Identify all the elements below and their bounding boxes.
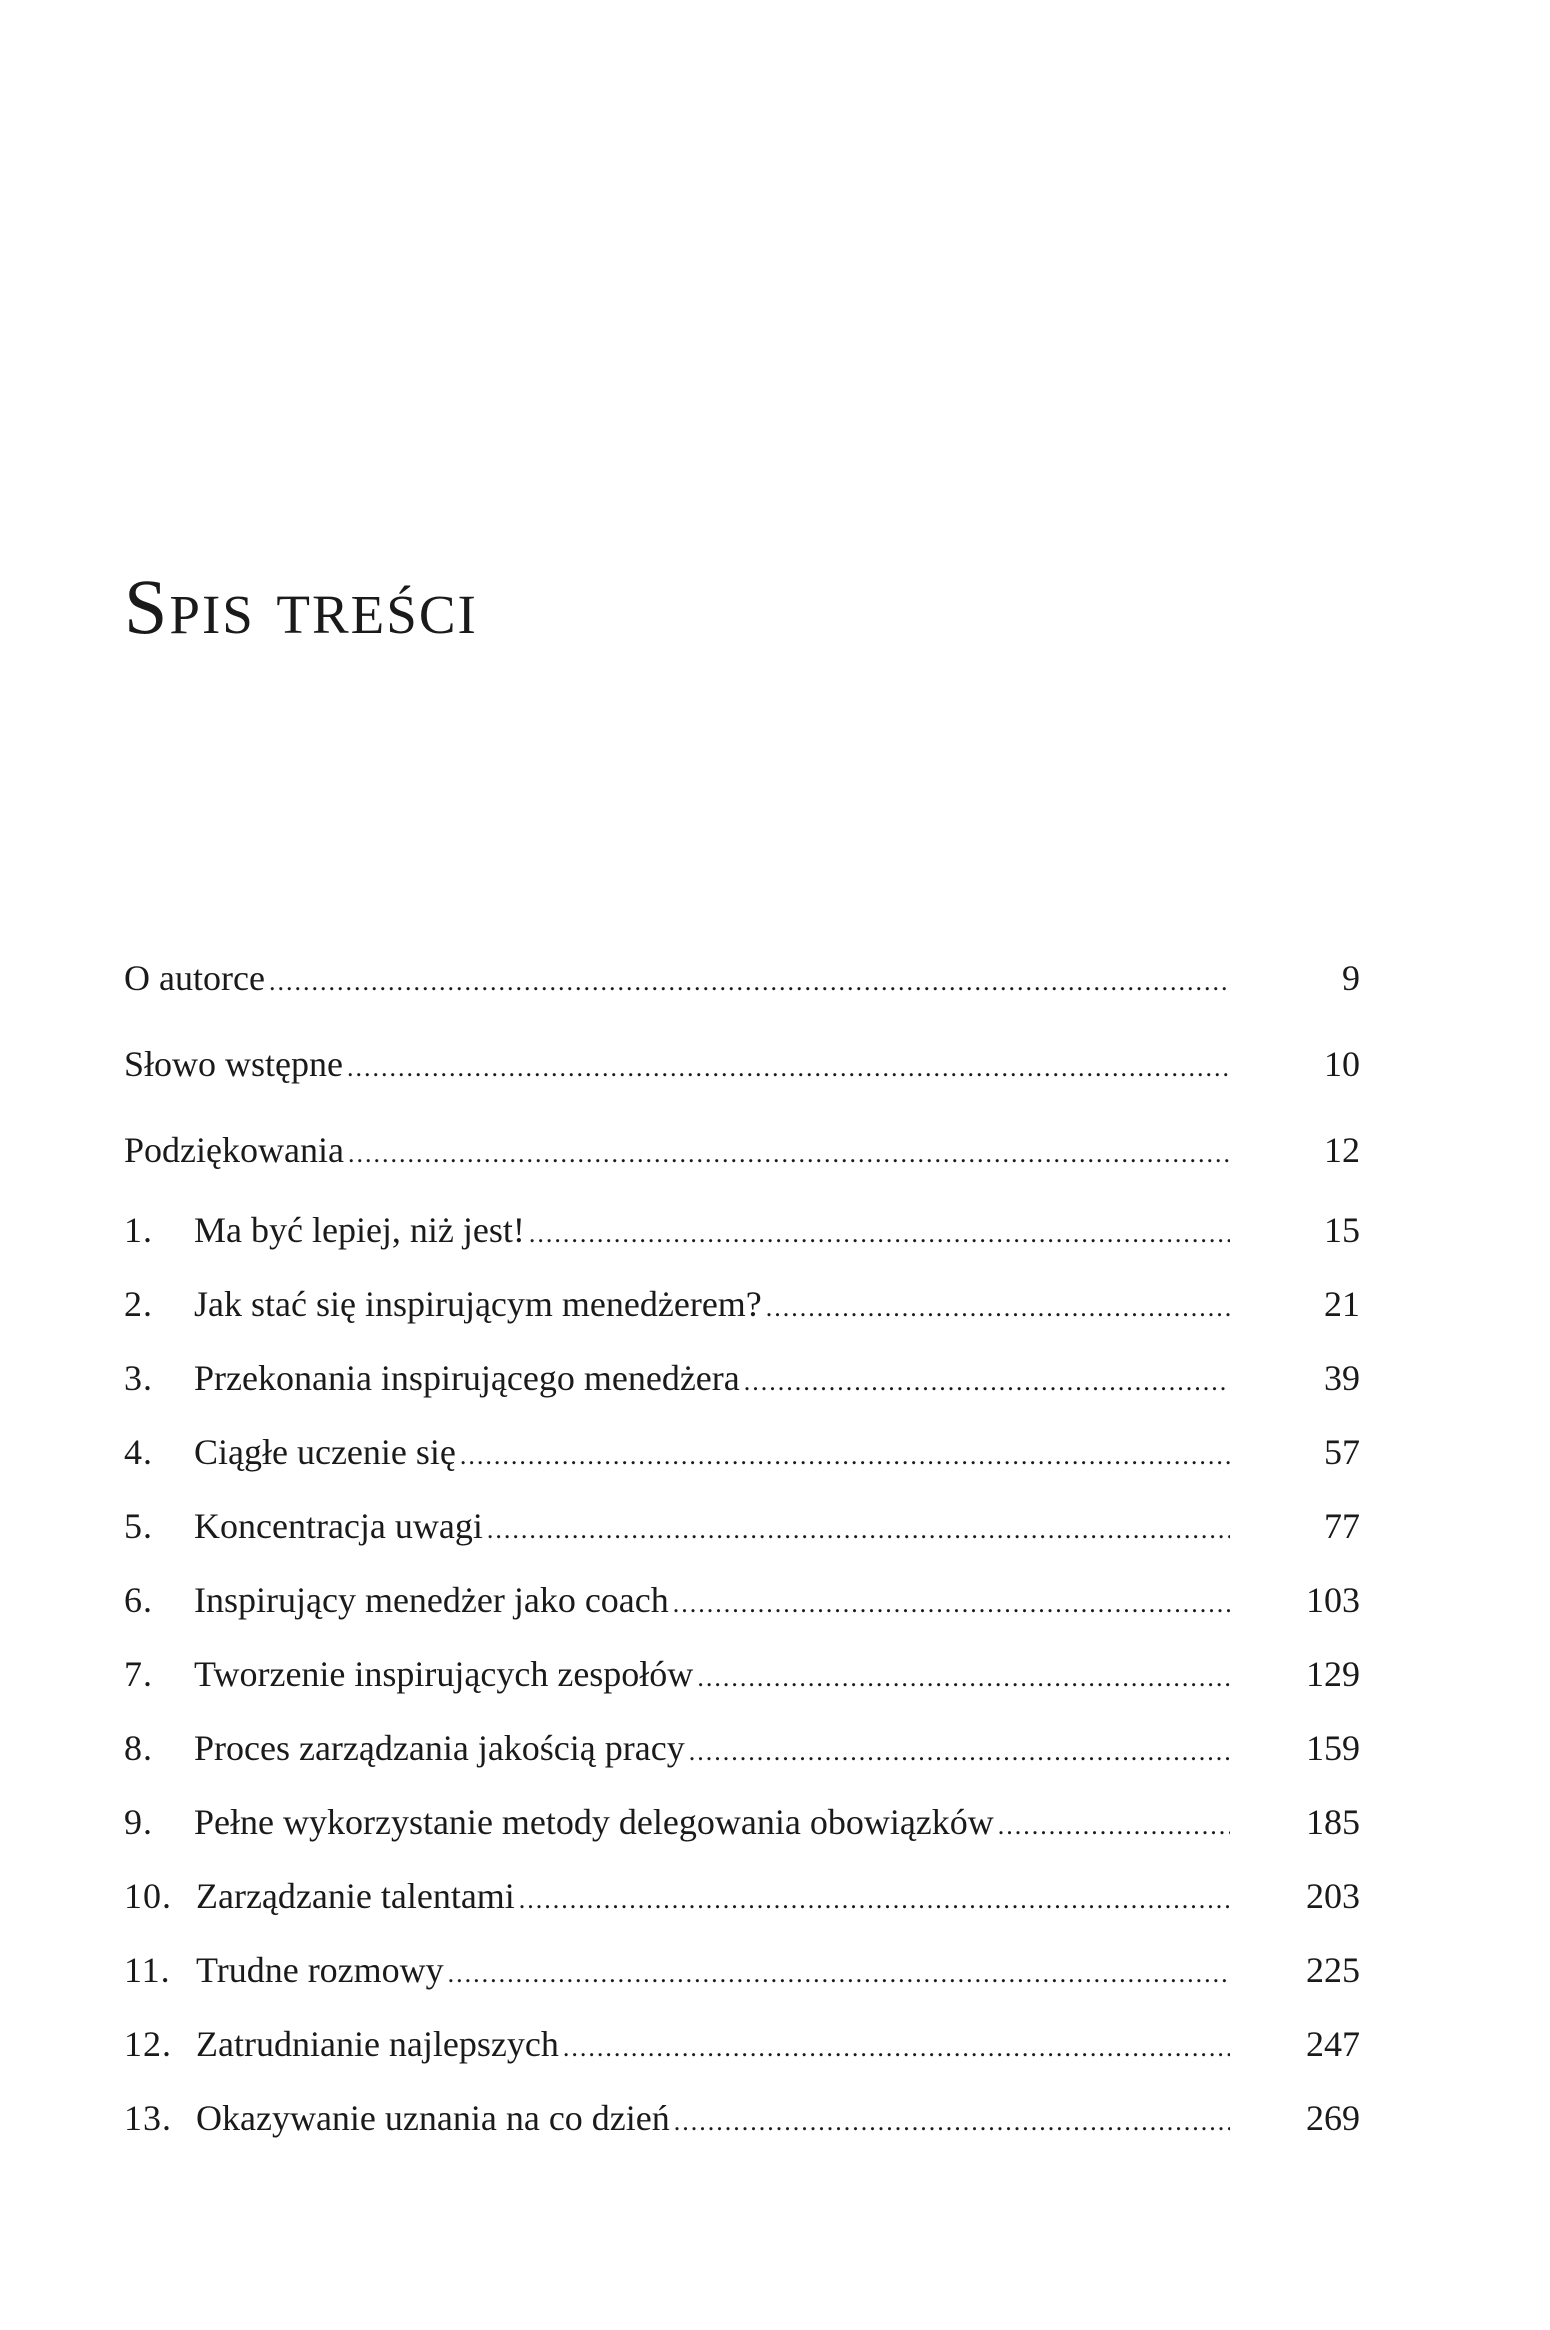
entry-title: Zatrudnianie najlepszych <box>196 2024 559 2064</box>
entry-title: Koncentracja uwagi <box>194 1506 483 1546</box>
chapter-number: 13. <box>124 2098 172 2138</box>
toc-entry-chapter-2[interactable] <box>124 1267 1360 1341</box>
chapter-number: 4. <box>124 1432 153 1472</box>
entry-page-number: 57 <box>1324 1432 1360 1472</box>
page-title: Spis treści <box>124 563 478 650</box>
dot-leader <box>766 1271 1230 1345</box>
entry-title: Ma być lepiej, niż jest! <box>194 1210 525 1250</box>
entry-page-number: 21 <box>1324 1284 1360 1324</box>
toc-entry-chapter-12[interactable] <box>124 2007 1360 2081</box>
dot-leader <box>674 2085 1230 2159</box>
entry-title: Jak stać się inspirującym menedżerem? <box>194 1284 762 1324</box>
entry-page-number: 159 <box>1306 1728 1360 1768</box>
dot-leader <box>460 1419 1230 1493</box>
toc-entry-slowo-wstepne[interactable] <box>124 1021 1360 1107</box>
dot-leader <box>563 2011 1230 2085</box>
entry-page-number: 269 <box>1306 2098 1360 2138</box>
entry-page-number: 39 <box>1324 1358 1360 1398</box>
dot-leader <box>348 1111 1230 1197</box>
entry-page-number: 12 <box>1324 1130 1360 1170</box>
toc-entry-podziekowania[interactable] <box>124 1107 1360 1193</box>
entry-page-number: 247 <box>1306 2024 1360 2064</box>
entry-page-number: 203 <box>1306 1876 1360 1916</box>
toc-entry-chapter-4[interactable] <box>124 1415 1360 1489</box>
chapter-number: 11. <box>124 1950 171 1990</box>
entry-page-number: 10 <box>1324 1044 1360 1084</box>
toc-entry-chapter-10[interactable] <box>124 1859 1360 1933</box>
entry-title: Zarządzanie talentami <box>196 1876 515 1916</box>
entry-page-number: 129 <box>1306 1654 1360 1694</box>
toc-entry-chapter-8[interactable] <box>124 1711 1360 1785</box>
toc-entry-chapter-3[interactable] <box>124 1341 1360 1415</box>
dot-leader <box>269 939 1230 1025</box>
toc-entry-chapter-6[interactable] <box>124 1563 1360 1637</box>
dot-leader <box>673 1567 1230 1641</box>
toc-entry-chapter-1[interactable] <box>124 1193 1360 1267</box>
dot-leader <box>744 1345 1230 1419</box>
entry-title: Podziękowania <box>124 1130 344 1170</box>
dot-leader <box>998 1789 1230 1863</box>
entry-title: Słowo wstępne <box>124 1044 343 1084</box>
entry-title: O autorce <box>124 958 265 998</box>
chapter-number: 2. <box>124 1284 153 1324</box>
dot-leader <box>689 1715 1230 1789</box>
dot-leader <box>487 1493 1230 1567</box>
dot-leader <box>529 1197 1230 1271</box>
dot-leader <box>519 1863 1230 1937</box>
toc-entry-chapter-9[interactable] <box>124 1785 1360 1859</box>
toc-entry-chapter-5[interactable] <box>124 1489 1360 1563</box>
dot-leader <box>697 1641 1230 1715</box>
entry-page-number: 225 <box>1306 1950 1360 1990</box>
table-of-contents <box>124 935 1360 2155</box>
chapter-number: 10. <box>124 1876 172 1916</box>
entry-title: Tworzenie inspirujących zespołów <box>194 1654 694 1694</box>
entry-page-number: 15 <box>1324 1210 1360 1250</box>
entry-title: Przekonania inspirującego menedżera <box>194 1358 740 1398</box>
chapter-number: 1. <box>124 1210 153 1250</box>
entry-page-number: 103 <box>1306 1580 1360 1620</box>
toc-entry-o-autorce[interactable] <box>124 935 1360 1021</box>
entry-page-number: 9 <box>1342 958 1360 998</box>
entry-title: Proces zarządzania jakością pracy <box>194 1728 685 1768</box>
entry-title: Okazywanie uznania na co dzień <box>196 2098 670 2138</box>
entry-title: Inspirujący menedżer jako coach <box>194 1580 669 1620</box>
chapter-number: 8. <box>124 1728 153 1768</box>
entry-title: Pełne wykorzystanie metody delegowania obowiązków <box>194 1802 994 1842</box>
chapter-number: 5. <box>124 1506 153 1546</box>
dot-leader <box>347 1025 1230 1111</box>
entry-page-number: 185 <box>1306 1802 1360 1842</box>
dot-leader <box>448 1937 1230 2011</box>
chapter-number: 6. <box>124 1580 153 1620</box>
toc-entry-chapter-13[interactable] <box>124 2081 1360 2155</box>
entry-title: Trudne rozmowy <box>196 1950 444 1990</box>
entry-title: Ciągłe uczenie się <box>194 1432 456 1472</box>
toc-entry-chapter-7[interactable] <box>124 1637 1360 1711</box>
toc-entry-chapter-11[interactable] <box>124 1933 1360 2007</box>
entry-page-number: 77 <box>1324 1506 1360 1546</box>
chapter-number: 7. <box>124 1654 153 1694</box>
chapter-number: 3. <box>124 1358 153 1398</box>
chapter-number: 12. <box>124 2024 172 2064</box>
chapter-number: 9. <box>124 1802 153 1842</box>
